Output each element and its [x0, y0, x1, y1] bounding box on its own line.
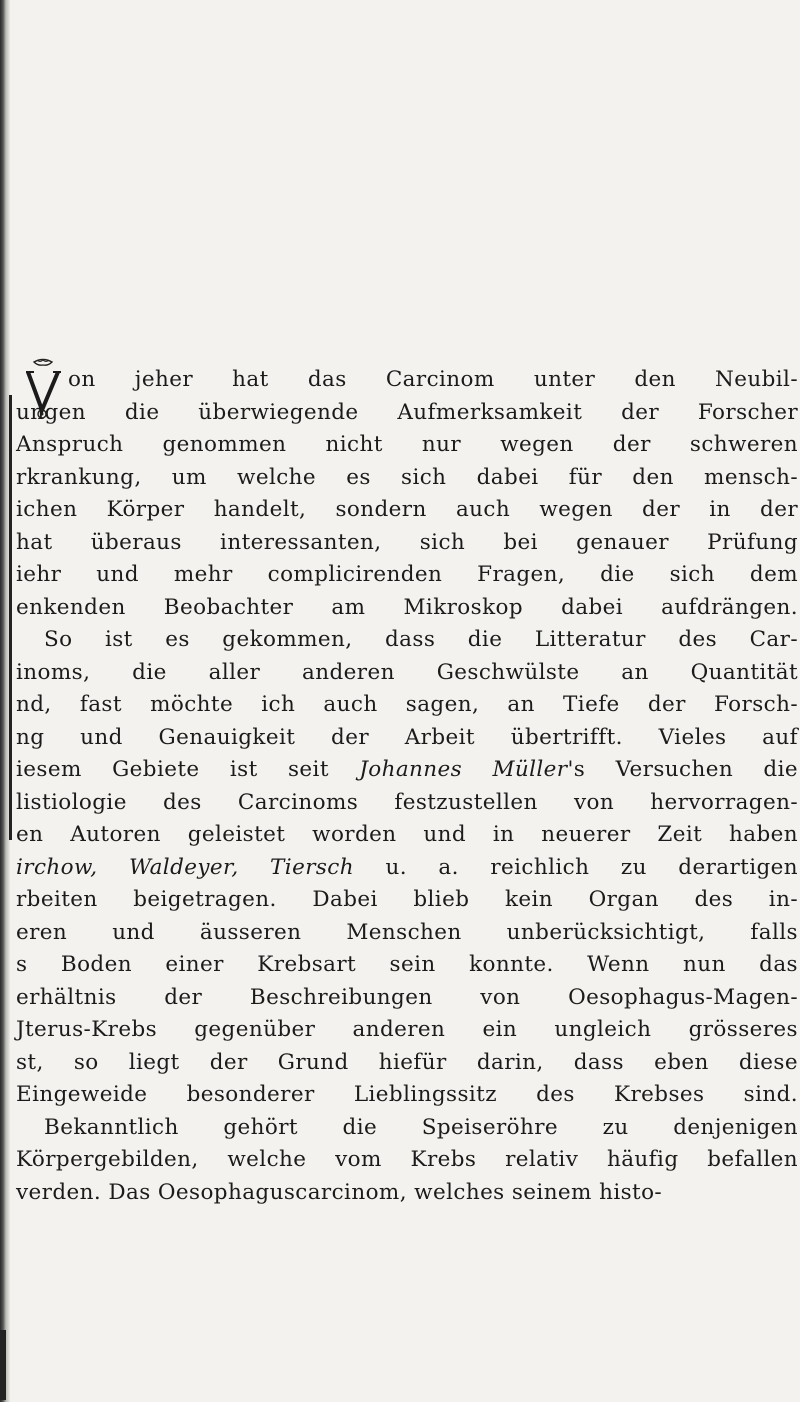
line-text: enkenden Beobachter am Mikroskop dabei aufdrängen. — [16, 594, 798, 620]
text-line — [16, 787, 798, 820]
line-text: rbeiten beigetragen. Dabei blieb kein Organ des in- — [16, 887, 798, 912]
line-text: s Boden einer Krebsart sein konnte. Wenn nun das — [16, 952, 798, 977]
text-line — [16, 689, 798, 722]
body-text — [16, 364, 798, 1209]
line-text: u. a. reichlich zu derartigen — [354, 854, 798, 880]
line-text: en Autoren geleistet worden und in neuerer Zeit haben — [16, 822, 798, 847]
text-line — [16, 364, 798, 397]
italic-author-names: irchow, Waldeyer, Tiersch — [16, 854, 354, 880]
line-text: So ist es gekommen, dass die Litteratur des Car- — [44, 627, 798, 652]
line-text: Bekanntlich gehört die Speiseröhre zu denjenigen — [44, 1114, 798, 1140]
gutter-edge-mark — [0, 1330, 6, 1400]
line-text: Jterus-Krebs gegenüber anderen ein ungleich grösseres — [16, 1017, 798, 1042]
text-line — [16, 657, 798, 690]
line-text: on jeher hat das Carcinom unter den Neubil- — [68, 367, 798, 392]
line-text: inoms, die aller anderen Geschwülste an Quantität — [16, 659, 798, 685]
line-text: verden. Das Oesophaguscarcinom, welches seinem histo- — [16, 1179, 663, 1205]
line-text: eren und äusseren Menschen unberücksichtigt, falls — [16, 919, 798, 945]
line-text: st, so liegt der Grund hiefür darin, dass eben diese — [16, 1049, 798, 1075]
line-text: Eingeweide besonderer Lieblingssitz des Krebses sind. — [16, 1082, 798, 1107]
text-line — [16, 917, 798, 950]
text-line — [16, 1079, 798, 1112]
line-text: ng und Genauigkeit der Arbeit übertrifft. Vieles auf — [16, 724, 798, 750]
text-line — [16, 852, 798, 885]
text-line — [16, 1144, 798, 1177]
text-line — [16, 982, 798, 1015]
text-line — [16, 624, 798, 657]
text-line — [16, 1112, 798, 1145]
line-text: iesem Gebiete ist seit — [16, 757, 360, 782]
line-text: erhältnis der Beschreibungen von Oesophagus-Magen- — [16, 984, 798, 1010]
text-line — [16, 1014, 798, 1047]
text-line — [16, 1177, 798, 1210]
text-line — [16, 494, 798, 527]
line-text: iehr und mehr complicirenden Fragen, die sich dem — [16, 562, 798, 587]
text-line — [16, 884, 798, 917]
text-line — [16, 592, 798, 625]
italic-author-names: Johannes Müller — [359, 757, 568, 782]
line-text: 's Versuchen die — [567, 757, 798, 782]
text-line — [16, 1047, 798, 1080]
gutter-edge-mark — [9, 395, 12, 840]
text-line — [16, 754, 798, 787]
text-line — [16, 527, 798, 560]
line-text: ichen Körper handelt, sondern auch wegen der in der — [16, 497, 798, 522]
text-line — [16, 722, 798, 755]
text-line — [16, 819, 798, 852]
line-text: Anspruch genommen nicht nur wegen der schweren — [16, 432, 798, 457]
text-line — [16, 397, 798, 430]
line-text: listiologie des Carcinoms festzustellen von hervorragen- — [16, 789, 798, 815]
line-text: ungen die überwiegende Aufmerksamkeit der Forscher — [16, 399, 798, 425]
line-text: Körpergebilden, welche vom Krebs relativ häufig befallen — [16, 1147, 798, 1172]
line-text: nd, fast möchte ich auch sagen, an Tiefe der Forsch- — [16, 692, 798, 717]
text-line — [16, 949, 798, 982]
text-line — [16, 462, 798, 495]
line-text: hat überaus interessanten, sich bei genauer Prüfung — [16, 529, 798, 555]
line-text: rkrankung, um welche es sich dabei für den mensch- — [16, 464, 798, 490]
text-line — [16, 559, 798, 592]
text-line — [16, 429, 798, 462]
